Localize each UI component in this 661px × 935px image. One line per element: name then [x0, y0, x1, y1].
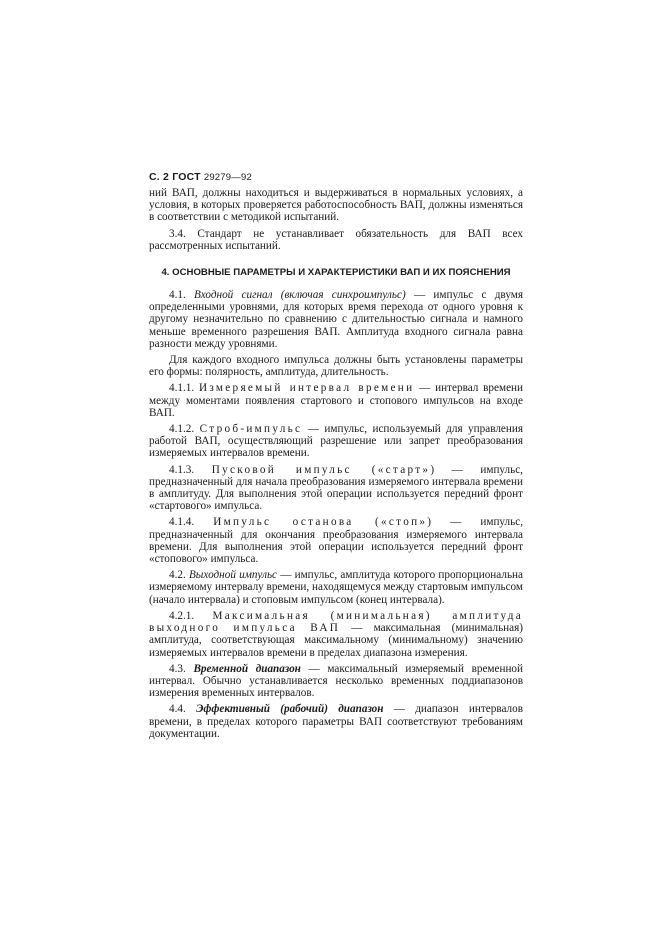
- paragraph-4-1-1: [149, 382, 523, 419]
- definition: — импульс, используемый для управления работой ВАП, осуществляющий разрешение или запрет преобразования измеряемых интервалов времени.: [149, 423, 524, 460]
- term: Строб-импульс: [199, 423, 303, 436]
- page-header: [149, 171, 252, 183]
- clause-number: 4.2.1.: [169, 609, 195, 622]
- gost-label: ГОСТ: [172, 171, 201, 183]
- term: Измеряемый интервал времени: [198, 382, 415, 395]
- paragraph-4-1-2: [149, 423, 523, 460]
- standard-number: 29279—92: [203, 172, 252, 183]
- clause-number: 4.1.: [169, 289, 186, 302]
- paragraph-4-1-4: [149, 516, 523, 565]
- definition: — импульс с двумя определенными уровнями, для которых время перехода от одного уровня к другому незначительно по сравнению с длительностью сигнала и намного меньше временного разрешения ВАП. Амплитуда входного сигнала равна разности между уровнями.: [149, 289, 523, 350]
- definition: — максимальный измеряемый временной интервал. Обычно устанавливается несколько временных поддиапазонов измерения временных интервалов.: [149, 662, 524, 700]
- section-title: 4. ОСНОВНЫЕ ПАРАМЕТРЫ И ХАРАКТЕРИСТИКИ ВАП И ИХ ПОЯСНЕНИЯ: [161, 267, 511, 279]
- paragraph-4-1-3: [149, 464, 523, 513]
- continued-paragraph: ний ВАП, должны находиться и выдерживаться в нормальных условиях, а условия, в которых проверяется работоспособность ВАП, должны изменяться в соответствии с методикой испытаний.: [149, 187, 523, 224]
- definition: — диапазон интервалов времени, в пределах которого параметры ВАП соответствуют требованиям документации.: [149, 703, 523, 740]
- term: Импульс останова (: [213, 516, 381, 529]
- definition: — максимальная (минимальная) амплитуда, соответствующая максимальному (минимальному) значению измеряемых интервалов времени в пределах диапазона измерения.: [149, 622, 523, 659]
- term: Входной сигнал (включая синхроимпульс): [194, 289, 406, 302]
- body-text: [149, 187, 523, 744]
- paragraph-4-2-1: [149, 610, 523, 659]
- term-quote: «стоп»: [381, 516, 428, 529]
- clause-number: 4.1.2.: [169, 423, 195, 436]
- definition: — импульс, амплитуда которого пропорциональна измеряемому интервалу времени, находящемуся между стартовым импульсом (начало интервала) и стоповым импульсом (конец интервала).: [149, 569, 523, 606]
- clause-number: 4.3.: [169, 662, 186, 675]
- clause-number: 4.2.: [169, 569, 186, 582]
- term: Временной диапазон: [193, 662, 301, 675]
- clause-number: 4.4.: [169, 703, 186, 716]
- term-quote: «старт»: [377, 463, 431, 476]
- clause-number: 4.1.4.: [169, 516, 195, 529]
- definition: — интервал времени между моментами появления стартового и стопового импульсов на входе ВАП.: [149, 382, 524, 419]
- term: Пусковой импульс (: [211, 463, 378, 476]
- paragraph-4-1-extra: Для каждого входного импульса должны быть установлены параметры его формы: полярность, амплитуда, длительность.: [149, 354, 523, 379]
- term: Эффективный (рабочий) диапазон: [196, 703, 384, 716]
- page-number: С. 2: [149, 171, 170, 183]
- paragraph-4-4: [149, 703, 523, 740]
- definition: ) — импульс, предназначенный для окончания преобразования измеряемого интервала времени. Для выполнения этой операции используется передний фронт «стопового» импульса.: [149, 516, 523, 566]
- clause-number: 4.1.1.: [169, 382, 195, 395]
- definition: ) — импульс, предназначенный для начала преобразования измеряемого интервала времени в амплитуду. Для выполнения этой операции используется передний фронт «стартового» импульса.: [149, 463, 523, 513]
- paragraph-4-2: [149, 569, 523, 606]
- term: Максимальная (минимальная) амплитуда выходного импульса ВАП: [149, 609, 524, 635]
- paragraph-4-1: [149, 289, 523, 350]
- paragraph-3-4: 3.4. Стандарт не устанавливает обязательность для ВАП всех рассмотренных испытаний.: [149, 227, 523, 252]
- clause-number: 4.1.3.: [169, 463, 195, 476]
- paragraph-4-3: [149, 663, 523, 700]
- term: Выходной импульс: [188, 569, 278, 582]
